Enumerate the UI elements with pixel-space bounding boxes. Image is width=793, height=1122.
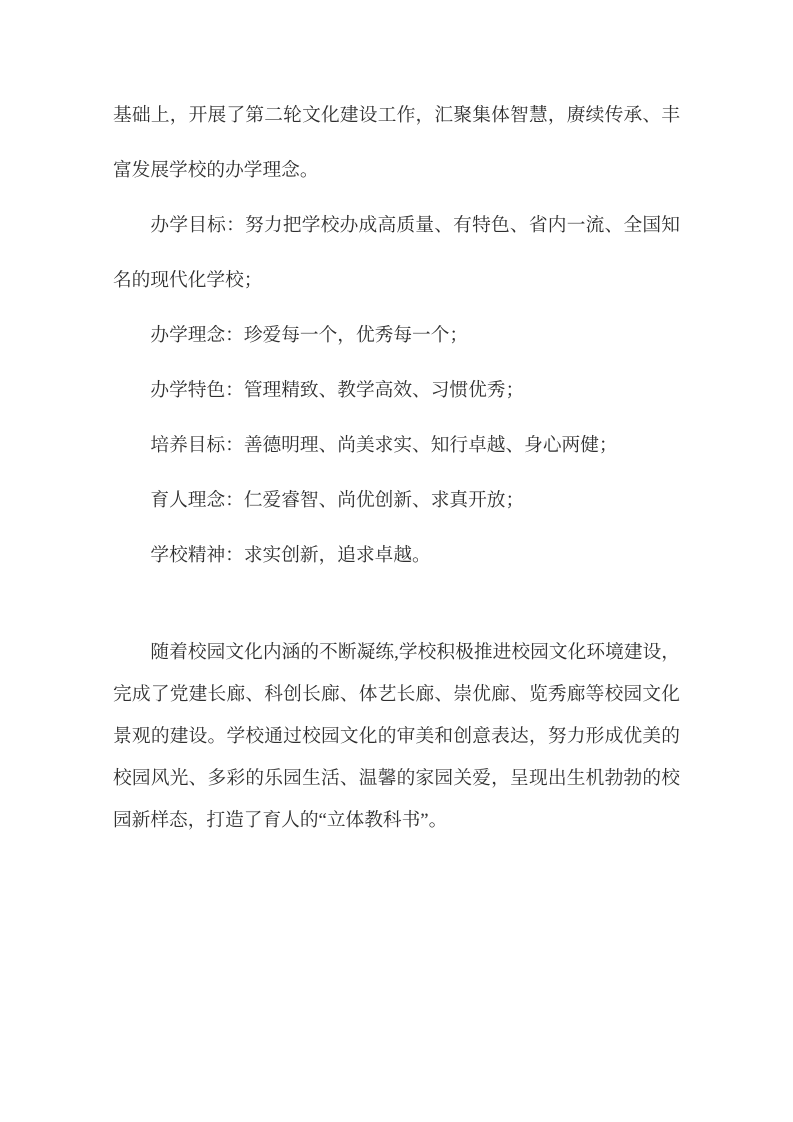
paragraph-continuation: 基础上，开展了第二轮文化建设工作，汇聚集体智慧，赓续传承、丰富发展学校的办学理念。	[113, 105, 680, 181]
paragraph-education-philosophy: 育人理念：仁爱睿智、尚优创新、求真开放；	[150, 490, 525, 511]
paragraph-school-features: 办学特色：管理精致、教学高效、习惯优秀；	[150, 380, 525, 401]
document-body	[113, 88, 680, 842]
paragraph-school-goal: 办学目标：努力把学校办成高质量、有特色、省内一流、全国知名的现代化学校；	[113, 215, 680, 291]
paragraph-closing: 随着校园文化内涵的不断凝练,学校积极推进校园文化环境建设，完成了党建长廊、科创长廊、体艺长廊、崇优廊、览秀廊等校园文化景观的建设。学校通过校园文化的审美和创意表达，努力形成优美的校园风光、多彩的乐园生活、温馨的家园关爱，呈现出生机勃勃的校园新样态，打造了育人的“立体教科书”。	[113, 642, 680, 831]
paragraph-school-philosophy: 办学理念：珍爱每一个，优秀每一个；	[150, 325, 469, 346]
paragraph-school-spirit: 学校精神：求实创新，追求卓越。	[150, 545, 431, 566]
paragraph-cultivation-goal: 培养目标：善德明理、尚美求实、知行卓越、身心两健；	[150, 435, 618, 456]
